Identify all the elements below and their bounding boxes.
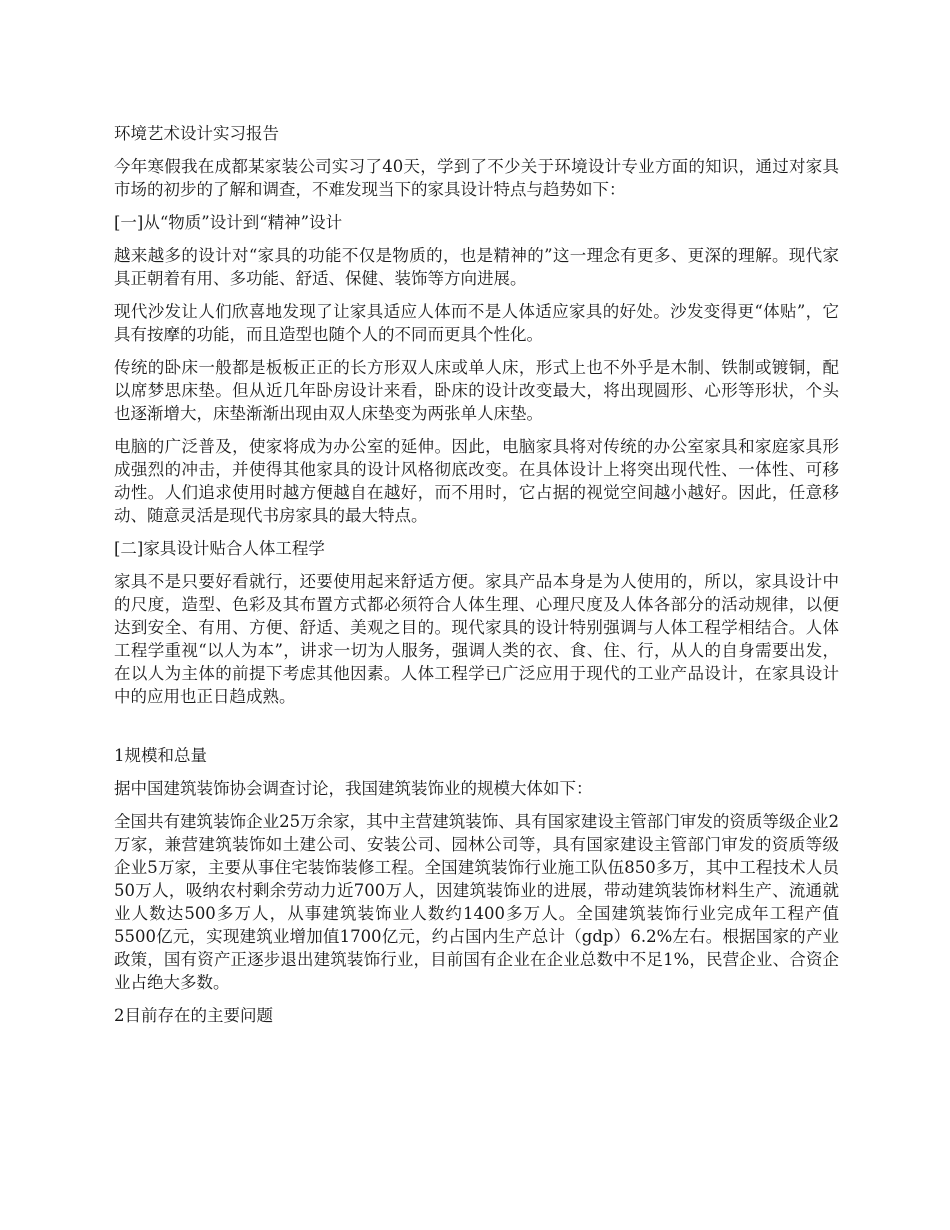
body-paragraph: 全国共有建筑装饰企业25万余家，其中主营建筑装饰、具有国家建设主管部门审发的资质等级企业2万家，兼营建筑装饰如土建公司、安装公司、园林公司等，具有国家建设主管部门审发的资质等级企业5万家，主要从事住宅装饰装修工程。全国建筑装饰行业施工队伍850多万，其中工程技术人员50万人，吸纳农村剩余劳动力近700万人，因建筑装饰业的进展，带动建筑装饰材料生产、流通就业人数达500多万人，从事建筑装饰业人数约1400多万人。全国建筑装饰行业完成年工程产值5500亿元，实现建筑业增加值1700亿元，约占国内生产总计（gdp）6.2%左右。根据国家的产业政策，国有资产正逐步退出建筑装饰行业，目前国有企业在企业总数中不足1%，民营企业、合资企业占绝大多数。 — [114, 812, 839, 992]
body-paragraph: 据中国建筑装饰协会调查讨论，我国建筑装饰业的规模大体如下： — [114, 779, 593, 798]
section-heading-1: [一]从“物质”设计到“精神”设计 — [114, 213, 343, 232]
section-heading-scale: 1规模和总量 — [114, 746, 207, 765]
intro-paragraph: 今年寒假我在成都某家装公司实习了40天，学到了不少关于环境设计专业方面的知识，通过对家具市场的初步的了解和调查，不难发现当下的家具设计特点与趋势如下： — [114, 157, 839, 199]
body-paragraph: 传统的卧床一般都是板板正正的长方形双人床或单人床，形式上也不外乎是木制、铁制或镀铜，配以席梦思床垫。但从近几年卧房设计来看，卧床的设计改变最大，将出现圆形、心形等形状，个头也逐渐增大，床垫渐渐出现由双人床垫变为两张单人床垫。 — [114, 358, 839, 423]
section-gap — [114, 718, 839, 744]
body-paragraph: 家具不是只要好看就行，还要使用起来舒适方便。家具产品本身是为人使用的，所以，家具设计中的尺度，造型、色彩及其布置方式都必须符合人体生理、心理尺度及人体各部分的活动规律，以便达到安全、有用、方便、舒适、美观之目的。现代家具的设计特别强调与人体工程学相结合。人体工程学重视“以人为本”，讲求一切为人服务，强调人类的衣、食、住、行，从人的自身需要出发，在以人为主体的前提下考虑其他因素。人体工程学已广泛应用于现代的工业产品设计，在家具设计中的应用也正日趋成熟。 — [114, 572, 839, 706]
body-paragraph: 现代沙发让人们欣喜地发现了让家具适应人体而不是人体适应家具的好处。沙发变得更“体贴”，它具有按摩的功能，而且造型也随个人的不同而更具个性化。 — [114, 302, 839, 344]
body-paragraph: 越来越多的设计对“家具的功能不仅是物质的，也是精神的”这一理念有更多、更深的理解。现代家具正朝着有用、多功能、舒适、保健、装饰等方向进展。 — [114, 246, 839, 288]
section-heading-problems: 2目前存在的主要问题 — [114, 1006, 273, 1025]
body-paragraph: 电脑的广泛普及，使家将成为办公室的延伸。因此，电脑家具将对传统的办公室家具和家庭家具形成强烈的冲击，并使得其他家具的设计风格彻底改变。在具体设计上将突出现代性、一体性、可移动性。人们追求使用时越方便越自在越好，而不用时，它占据的视觉空间越小越好。因此，任意移动、随意灵活是现代书房家具的最大特点。 — [114, 437, 839, 525]
doc-title: 环境艺术设计实习报告 — [114, 124, 279, 143]
section-heading-2: [二]家具设计贴合人体工程学 — [114, 539, 325, 558]
document-page — [114, 122, 839, 1037]
